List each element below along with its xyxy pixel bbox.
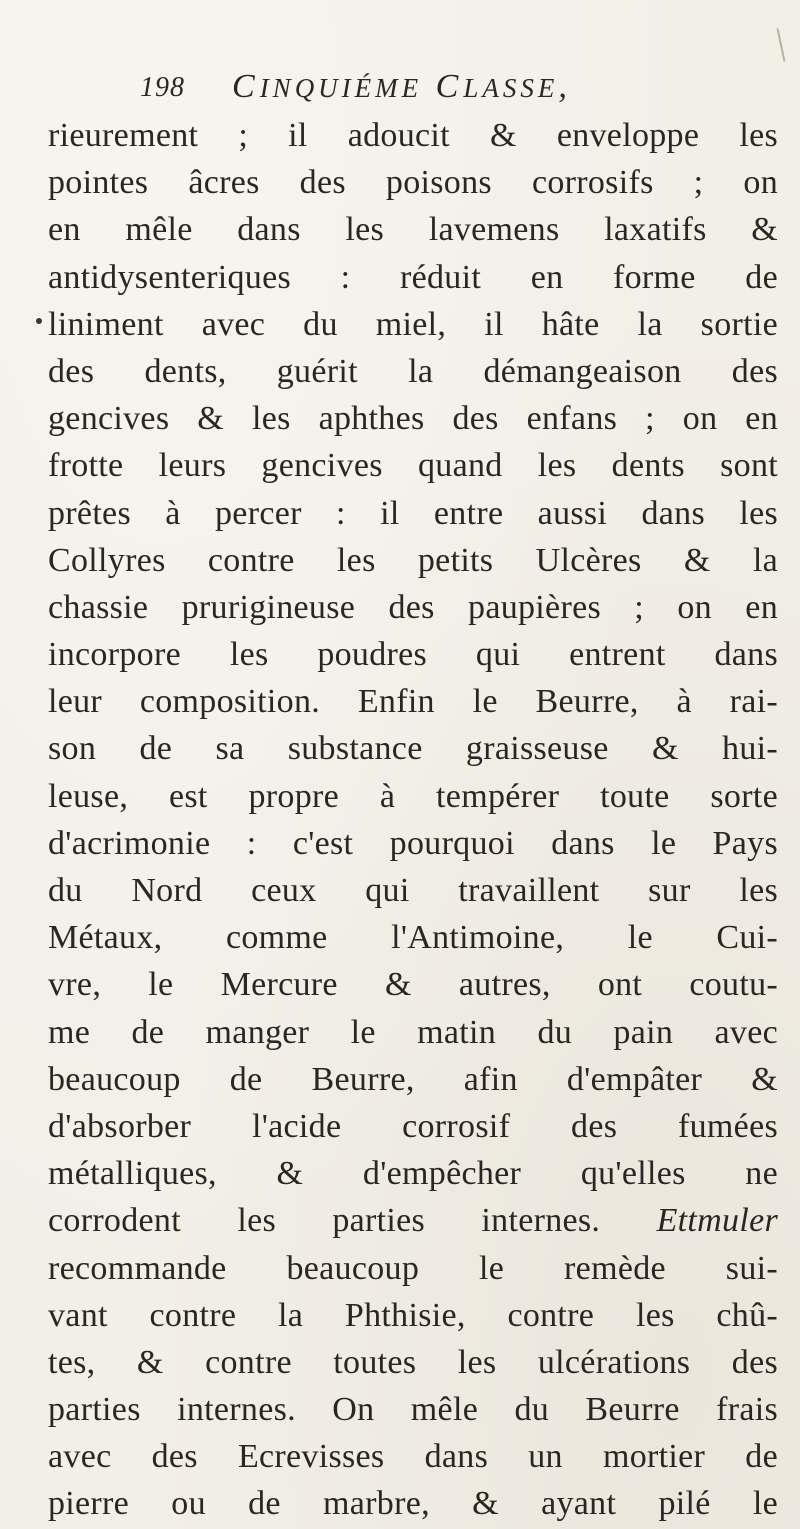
text-line: pointes âcres des poisons corrosifs ; on	[48, 164, 778, 202]
text-line: rieurement ; il adoucit & enveloppe les	[48, 117, 778, 154]
text-line: leuse, est propre à tempérer toute sorte	[48, 777, 778, 815]
text-line: en mêle dans les lavemens laxatifs &	[48, 211, 778, 249]
margin-dot	[36, 318, 42, 324]
text-line: vre, le Mercure & autres, ont coutu-	[48, 966, 778, 1004]
text-line: du Nord ceux qui travaillent sur les	[48, 872, 778, 909]
text-line: Métaux, comme l'Antimoine, le Cui-	[48, 919, 778, 957]
text-line: leur composition. Enfin le Beurre, à rai-	[48, 683, 778, 721]
page-header	[140, 68, 740, 112]
text-line: frotte leurs gencives quand les dents sont	[48, 447, 778, 485]
text-line: beaucoup de Beurre, afin d'empâter &	[48, 1060, 778, 1098]
page-edge-mark	[776, 28, 785, 62]
text-line: me de manger le matin du pain avec	[48, 1013, 778, 1051]
author-name: Ettmuler	[656, 1202, 778, 1240]
text-line: d'acrimonie : c'est pourquoi dans le Pays	[48, 824, 778, 862]
text-line: pierre ou de marbre, & ayant pilé le	[48, 1485, 778, 1523]
text-segment: corrodent les parties internes.	[48, 1202, 601, 1240]
running-head-punct: ,	[558, 68, 572, 105]
text-line: avec des Ecrevisses dans un mortier de	[48, 1438, 778, 1476]
text-line: incorpore les poudres qui entrent dans	[48, 636, 778, 674]
text-line: recommande beaucoup le remède sui-	[48, 1249, 778, 1287]
running-head-word-1: INQUIÉME	[259, 73, 423, 103]
text-line: antidysenteriques : réduit en forme de	[48, 258, 778, 296]
text-line-with-name	[48, 1197, 778, 1244]
text-line: gencives & les aphthes des enfans ; on en	[48, 400, 778, 438]
text-line: métalliques, & d'empêcher qu'elles ne	[48, 1155, 778, 1193]
text-line: vant contre la Phthisie, contre les chû-	[48, 1296, 778, 1334]
text-line: chassie prurigineuse des paupières ; on en	[48, 588, 778, 626]
text-line: des dents, guérit la démangeaison des	[48, 352, 778, 390]
text-line: d'absorber l'acide corrosif des fumées	[48, 1107, 778, 1145]
page-number: 198	[140, 72, 185, 103]
running-head	[232, 68, 572, 106]
text-line: prêtes à percer : il entre aussi dans les	[48, 494, 778, 532]
text-line: tes, & contre toutes les ulcérations des	[48, 1343, 778, 1381]
running-head-word-2: LASSE	[463, 73, 559, 103]
text-line: Collyres contre les petits Ulcères & la	[48, 541, 778, 579]
running-head-initial-1: C	[232, 68, 260, 105]
text-line: liniment avec du miel, il hâte la sortie	[48, 305, 778, 343]
body-text	[48, 112, 778, 1528]
running-head-initial-2: C	[435, 68, 464, 105]
text-line: son de sa substance graisseuse & hui-	[48, 730, 778, 768]
text-line: parties internes. On mêle du Beurre frais	[48, 1391, 778, 1429]
